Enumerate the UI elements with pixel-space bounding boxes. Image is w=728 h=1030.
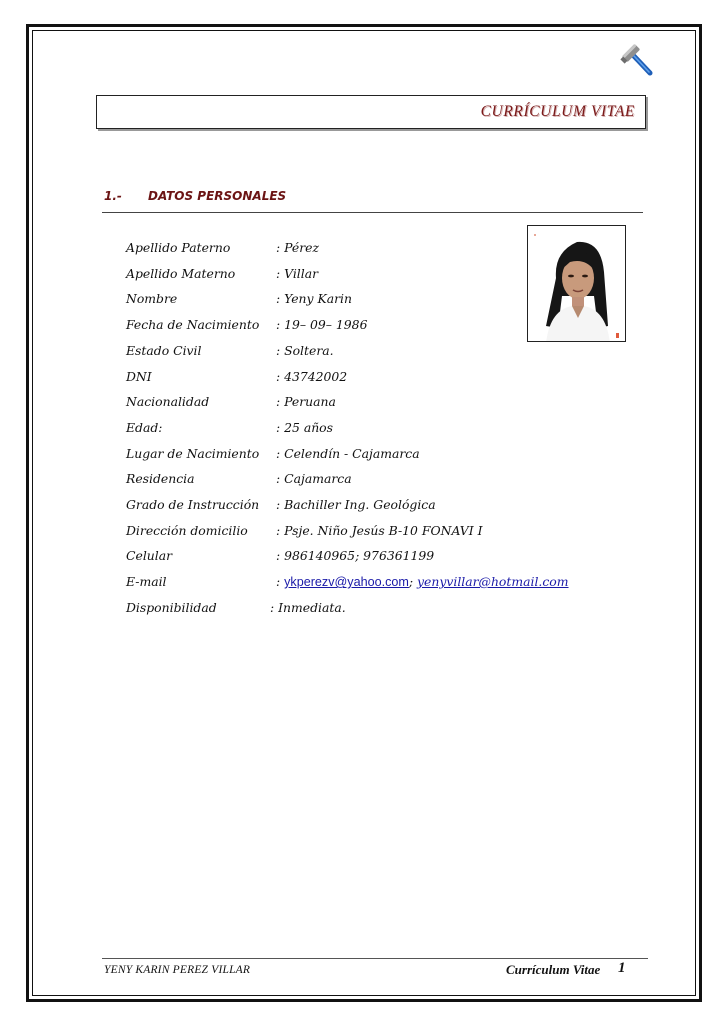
info-value: : Cajamarca (276, 471, 352, 487)
info-row-residencia (126, 471, 646, 491)
info-value: : Psje. Niño Jesús B-10 FONAVI I (276, 522, 483, 538)
info-label: Lugar de Nacimiento (126, 445, 260, 461)
info-label: Fecha de Nacimiento (126, 317, 260, 333)
info-value: : 25 años (276, 419, 334, 435)
info-label: Apellido Materno (126, 265, 236, 281)
info-label: Edad: (126, 419, 163, 435)
footer-author-name: YENY KARIN PEREZ VILLAR (104, 964, 251, 976)
info-row-dni (126, 369, 646, 389)
title-box (96, 95, 646, 129)
hammer-icon (620, 42, 656, 78)
info-value: : Pérez (276, 240, 320, 255)
section-title: DATOS PERSONALES (148, 189, 287, 203)
info-value: : Bachiller Ing. Geológica (276, 497, 436, 512)
info-label: Celular (126, 548, 173, 564)
info-row-disponibilidad (126, 600, 646, 620)
info-row-direccion (126, 523, 646, 543)
footer-divider (102, 958, 648, 959)
info-label: Apellido Paterno (126, 240, 231, 255)
info-value: : 986140965; 976361199 (276, 548, 435, 564)
section-number: 1.- (104, 189, 122, 203)
email-link-hotmail[interactable]: yenyvillar@hotmail.com (417, 574, 569, 590)
info-row-celular (126, 548, 646, 568)
info-label: E-mail (126, 574, 167, 590)
email-prefix: : (276, 574, 285, 590)
info-value: : Soltera. (276, 342, 334, 358)
info-label: Residencia (126, 471, 195, 487)
section-divider (102, 212, 643, 213)
footer-document-title: Currículum Vitae (506, 962, 601, 977)
page-number: 1 (618, 960, 626, 976)
email-value (276, 574, 569, 589)
info-label: Nombre (126, 291, 178, 307)
info-value: : Yeny Karin (276, 291, 352, 307)
email-link-yahoo[interactable]: ykperezv@yahoo.com (284, 575, 409, 590)
info-value: : Celendín - Cajamarca (276, 445, 420, 461)
email-separator: ; (408, 574, 418, 590)
info-label: Estado Civil (126, 342, 202, 358)
info-row-email (126, 574, 646, 594)
info-label: DNI (126, 368, 152, 384)
info-value: : Peruana (276, 394, 336, 410)
profile-photo (527, 225, 626, 342)
info-value: : Villar (276, 265, 319, 281)
info-row-estado-civil (126, 343, 646, 363)
info-label: Disponibilidad (126, 599, 217, 615)
document-title: CURRÍCULUM VITAE (480, 103, 635, 120)
info-row-lugar-nacimiento (126, 446, 646, 466)
info-value: : 43742002 (276, 368, 348, 384)
info-value: : Inmediata. (270, 599, 346, 615)
info-label: Dirección domicilio (126, 522, 248, 538)
info-row-edad (126, 420, 646, 440)
info-label: Nacionalidad (126, 394, 210, 410)
info-value: : 19– 09– 1986 (276, 317, 368, 333)
info-row-nacionalidad (126, 394, 646, 414)
info-label: Grado de Instrucción (126, 497, 260, 512)
info-row-grado-instruccion (126, 497, 646, 517)
